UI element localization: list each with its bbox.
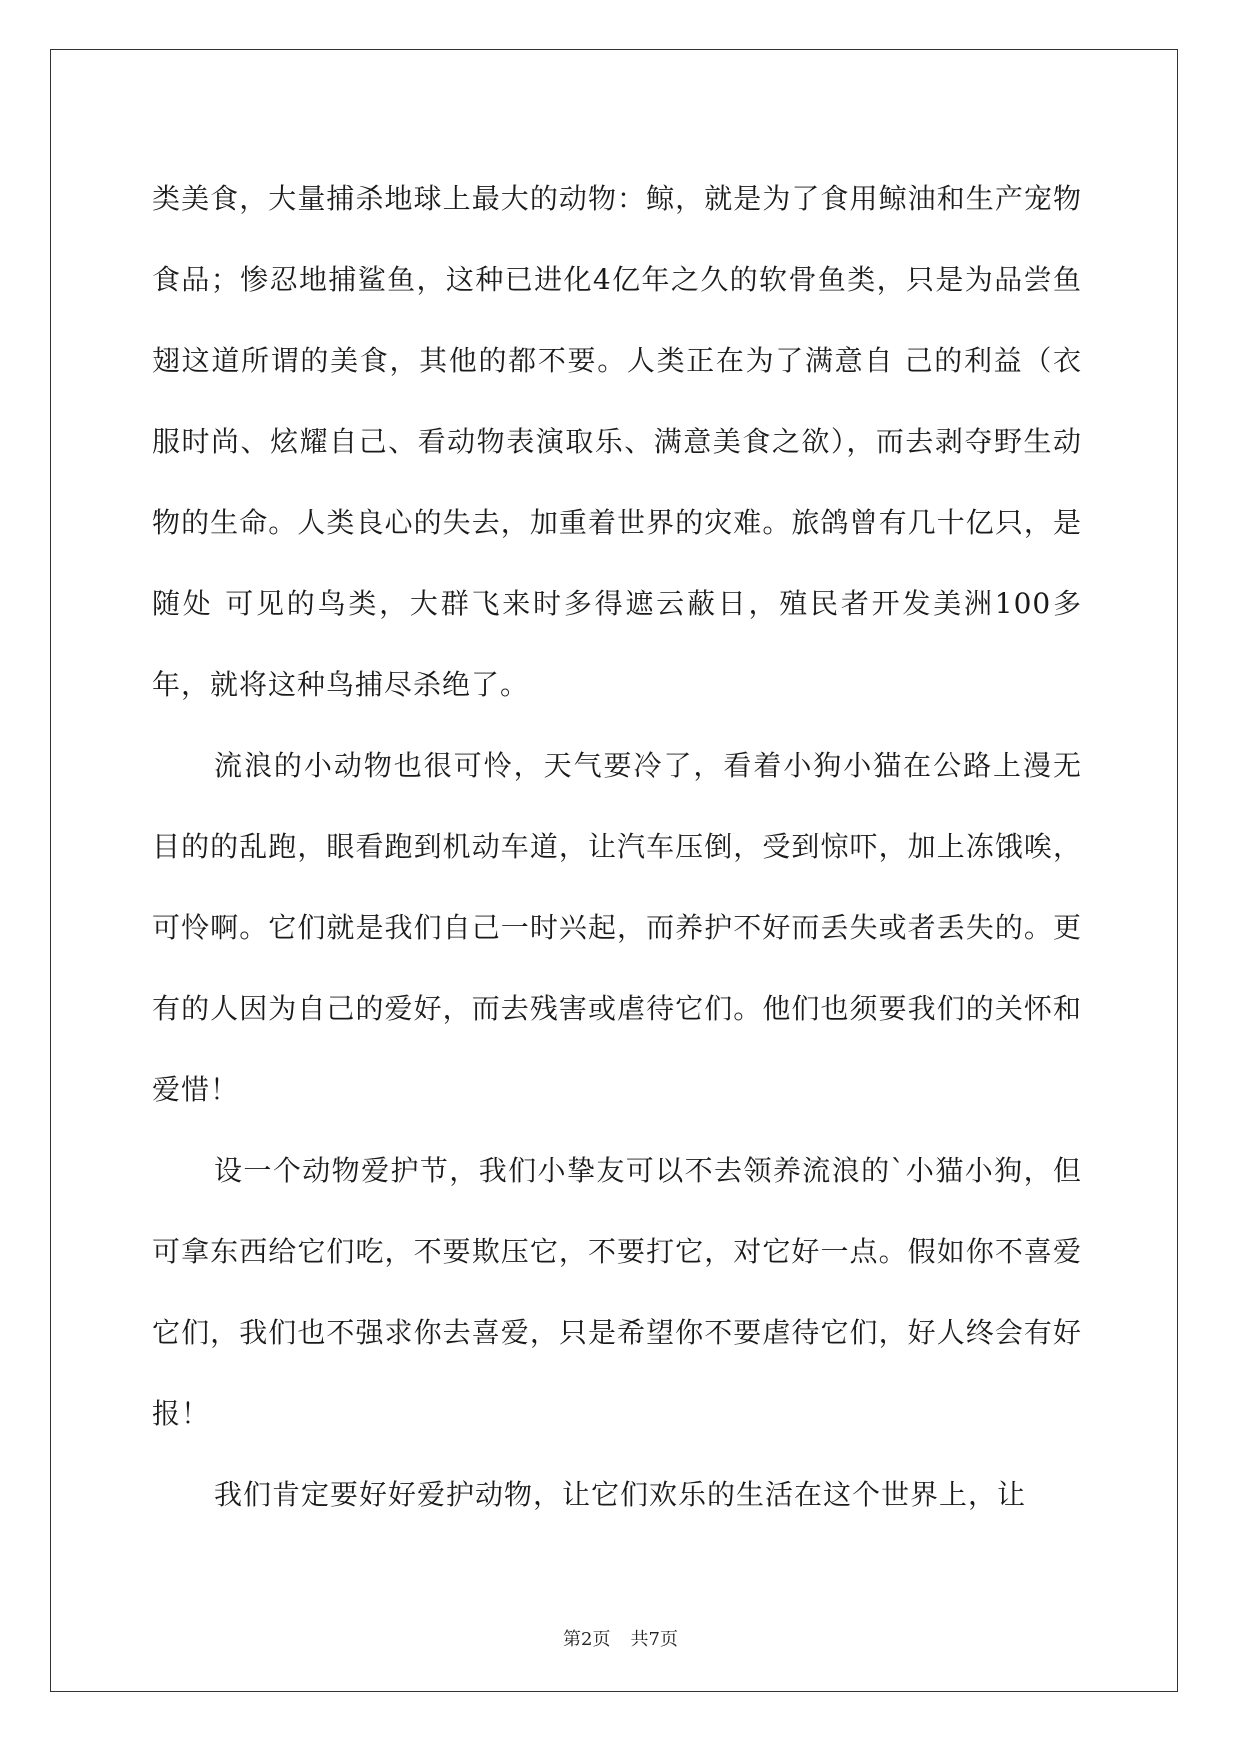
- total-pages: 共7页: [630, 1629, 678, 1650]
- current-page-number: 第2页: [563, 1629, 611, 1650]
- paragraph-3: 设一个动物爱护节，我们小挚友可以不去领养流浪的`小猫小狗，但可拿东西给它们吃，不要欺压它，不要打它，对它好一点。假如你不喜爱它们，我们也不强求你去喜爱，只是希望你不要虐待它们，好人终会有好报！: [152, 1154, 1082, 1430]
- page-footer: [0, 1625, 1241, 1651]
- paragraph-4: 我们肯定要好好爱护动物，让它们欢乐的生活在这个世界上，让: [214, 1478, 1027, 1511]
- paragraph-2: 流浪的小动物也很可怜，天气要冷了，看着小狗小猫在公路上漫无目的的乱跑，眼看跑到机动车道，让汽车压倒，受到惊吓，加上冻饿唉，可怜啊。它们就是我们自己一时兴起，而养护不好而丢失或者丢失的。更有的人因为自己的爱好，而去残害或虐待它们。他们也须要我们的关怀和爱惜！: [152, 749, 1082, 1106]
- paragraph-1: 类美食，大量捕杀地球上最大的动物：鲸，就是为了食用鲸油和生产宠物食品；惨忍地捕鲨鱼，这种已进化4亿年之久的软骨鱼类，只是为品尝鱼翅这道所谓的美食，其他的都不要。人类正在为了满意自 己的利益（衣服时尚、炫耀自己、看动物表演取乐、满意美食之欲），而去剥夺野生动物的生命。人类良心的失去，加重着世界的灾难。旅鸽曾有几十亿只，是随处 可见的鸟类，大群飞来时多得遮云蔽日，殖民者开发美洲100多年，就将这种鸟捕尽杀绝了。: [152, 182, 1082, 701]
- document-body: [152, 158, 1082, 1535]
